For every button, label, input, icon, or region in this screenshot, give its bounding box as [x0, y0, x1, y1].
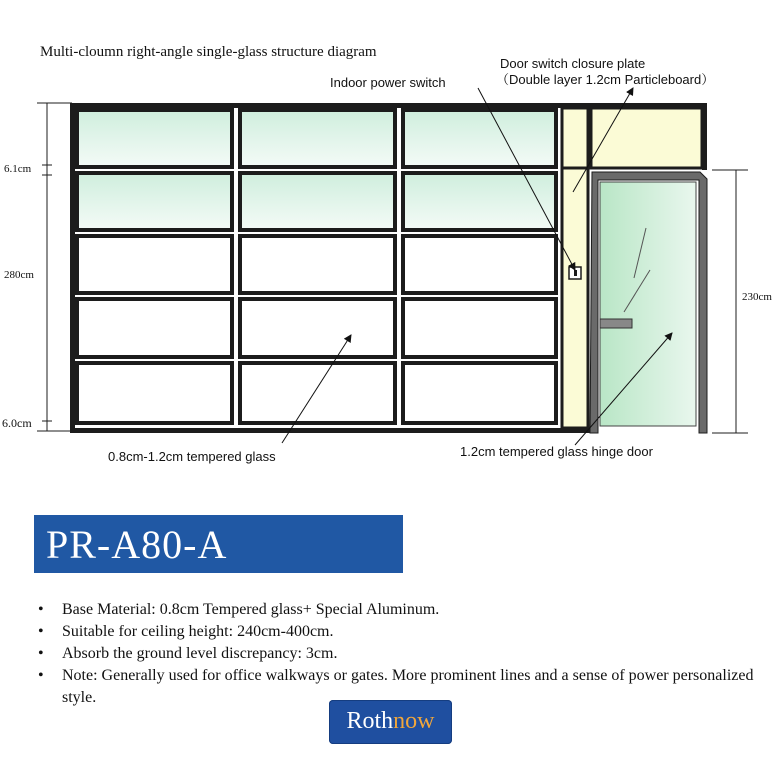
- spec-list: [38, 599, 768, 709]
- closure-plate-label: Door switch closure plate: [500, 56, 646, 71]
- brand-name: Rothnow: [346, 708, 435, 734]
- spec-item: • Base Material: 0.8cm Tempered glass+ Special Aluminum.: [38, 601, 440, 618]
- dimension-top-rail: 6.1cm: [4, 163, 32, 175]
- brand-logo: [329, 700, 452, 744]
- spec-item: • Note: Generally used for office walkways or gates. More prominent lines and a sense of power personalized style.: [38, 667, 754, 706]
- door-handle: [600, 319, 632, 328]
- tempered-glass-label: 0.8cm-1.2cm tempered glass: [108, 449, 276, 464]
- dimension-total-height: 280cm: [4, 269, 34, 281]
- power-switch-label: Indoor power switch: [330, 75, 446, 90]
- model-name: PR-A80-A: [46, 522, 228, 567]
- spec-item: • Absorb the ground level discrepancy: 3cm.: [38, 645, 338, 662]
- glass-panels: [77, 110, 556, 423]
- closure-plate-top: [591, 108, 702, 168]
- hinge-door: [590, 170, 707, 433]
- dimension-bottom-rail: 6.0cm: [2, 416, 32, 430]
- diagram-title: Multi-cloumn right-angle single-glass structure diagram: [40, 44, 377, 60]
- dimension-door-height: 230cm: [742, 291, 772, 303]
- closure-plate-sublabel: （Double layer 1.2cm Particleboard）: [496, 72, 715, 87]
- hinge-door-label: 1.2cm tempered glass hinge door: [460, 444, 653, 459]
- model-banner: [34, 515, 403, 573]
- spec-item: • Suitable for ceiling height: 240cm-400cm.: [38, 623, 334, 640]
